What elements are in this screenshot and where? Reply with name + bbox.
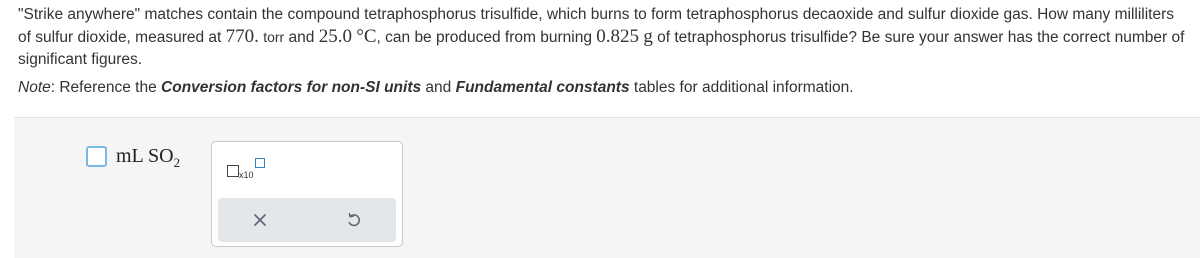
note-text <box>18 78 854 98</box>
sci-label: x10 <box>239 170 254 180</box>
answer-input[interactable] <box>86 146 107 167</box>
clear-button[interactable] <box>250 210 270 230</box>
note-text-2: and <box>421 79 456 96</box>
question-part-1: "Strike anywhere" matches contain the compound tetraphosphorus trisulfide, which burns to form tetraphosphorus decaoxide and sulfur dioxide gas. How many milliliters of sulfur dioxide, measured at <box>18 6 1175 46</box>
pressure-value: 770. <box>225 26 259 47</box>
fundamental-constants-table-link[interactable]: Fundamental constants <box>455 79 630 96</box>
note-prefix: Note <box>18 79 51 96</box>
undo-button[interactable] <box>344 210 364 230</box>
question-part-4: of tetraphosphorus trisulfide? Be sure your answer has the correct number of significant figures. <box>18 29 1185 68</box>
mass-unit: g <box>643 26 653 47</box>
answer-area <box>14 117 1200 258</box>
question-part-3: , can be produced from burning <box>376 29 597 46</box>
sci-exponent-box <box>255 158 265 168</box>
pressure-unit: torr <box>263 29 285 45</box>
note-text-1: : Reference the <box>50 79 162 96</box>
answer-unit <box>116 145 180 171</box>
sci-base-box <box>227 165 239 177</box>
question-part-2: and <box>284 29 319 46</box>
scientific-notation-button[interactable] <box>227 158 267 182</box>
note-text-3: tables for additional information. <box>629 79 854 96</box>
question-text <box>18 4 1190 71</box>
temperature-unit: °C <box>356 26 377 47</box>
unit-subscript: 2 <box>173 155 181 170</box>
undo-icon <box>346 212 362 228</box>
close-icon <box>253 213 267 227</box>
action-bar <box>218 198 396 242</box>
conversion-factors-table-link[interactable]: Conversion factors for non-SI units <box>161 79 422 96</box>
unit-main: mL SO <box>116 145 174 167</box>
temperature-value: 25.0 <box>318 26 352 47</box>
mass-value: 0.825 <box>596 26 639 47</box>
